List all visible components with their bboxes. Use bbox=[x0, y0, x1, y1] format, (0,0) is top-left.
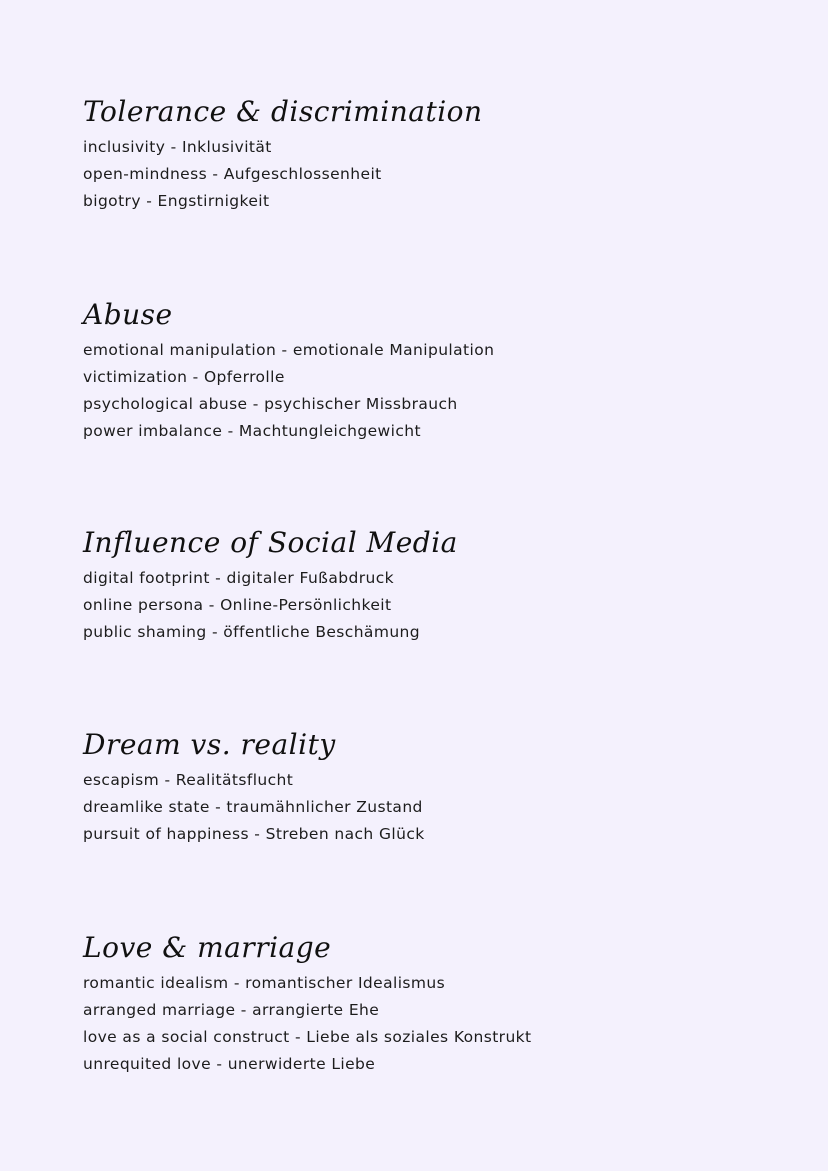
section-heading: Tolerance & discrimination bbox=[83, 95, 483, 128]
section-tolerance-discrimination bbox=[83, 94, 483, 215]
vocabulary-item: pursuit of happiness - Streben nach Glück bbox=[83, 825, 425, 843]
vocabulary-item: unrequited love - unerwiderte Liebe bbox=[83, 1055, 376, 1073]
section-heading: Influence of Social Media bbox=[83, 526, 458, 559]
vocabulary-item: open-mindness - Aufgeschlossenheit bbox=[83, 165, 382, 183]
vocabulary-item: arranged marriage - arrangierte Ehe bbox=[83, 1001, 380, 1019]
vocabulary-item: online persona - Online-Persönlichkeit bbox=[83, 596, 392, 614]
vocabulary-item: romantic idealism - romantischer Idealismus bbox=[83, 974, 446, 992]
vocabulary-item: power imbalance - Machtungleichgewicht bbox=[83, 422, 421, 440]
section-abuse bbox=[83, 297, 494, 445]
vocabulary-item: digital footprint - digitaler Fußabdruck bbox=[83, 569, 394, 587]
vocabulary-item: emotional manipulation - emotionale Manipulation bbox=[83, 341, 495, 359]
vocabulary-list bbox=[83, 337, 494, 445]
vocabulary-item: dreamlike state - traumähnlicher Zustand bbox=[83, 798, 423, 816]
section-love-marriage bbox=[83, 930, 532, 1078]
vocabulary-item: inclusivity - Inklusivität bbox=[83, 138, 272, 156]
section-dream-reality bbox=[83, 727, 425, 848]
section-heading: Dream vs. reality bbox=[83, 728, 336, 761]
vocabulary-item: bigotry - Engstirnigkeit bbox=[83, 192, 270, 210]
section-heading: Abuse bbox=[83, 298, 173, 331]
vocabulary-list bbox=[83, 767, 425, 848]
vocabulary-list bbox=[83, 134, 483, 215]
vocabulary-item: love as a social construct - Liebe als soziales Konstrukt bbox=[83, 1028, 532, 1046]
section-social-media bbox=[83, 525, 458, 646]
vocabulary-list bbox=[83, 970, 532, 1078]
vocabulary-item: psychological abuse - psychischer Missbrauch bbox=[83, 395, 458, 413]
vocabulary-list bbox=[83, 565, 458, 646]
vocabulary-item: escapism - Realitätsflucht bbox=[83, 771, 294, 789]
section-heading: Love & marriage bbox=[83, 931, 332, 964]
vocabulary-item: victimization - Opferrolle bbox=[83, 368, 285, 386]
vocabulary-item: public shaming - öffentliche Beschämung bbox=[83, 623, 421, 641]
